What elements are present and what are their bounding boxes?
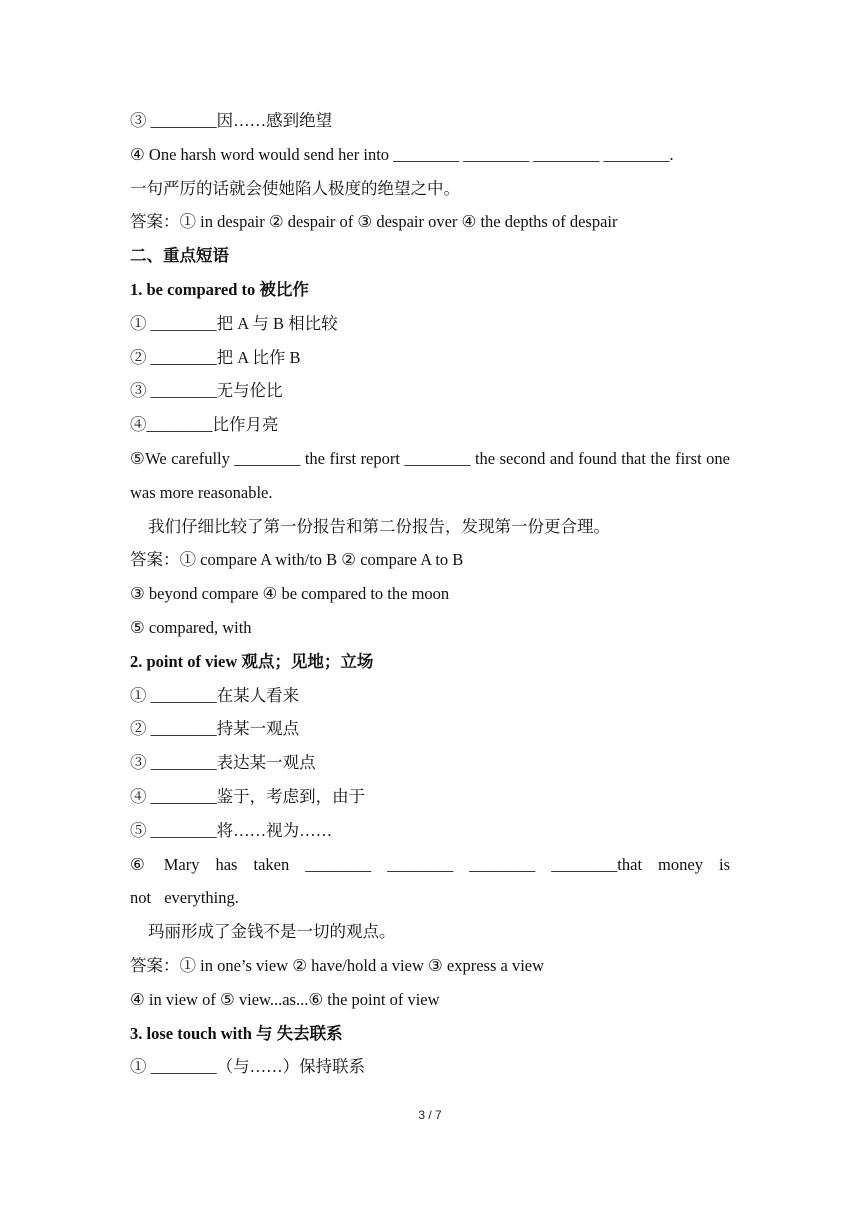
text-line: ② ________把 A 比作 B [130,347,301,367]
text-line: ⑤We carefully ________ the first report ________ the second and found that the first one was more reasonable. [130,448,730,502]
text-line: ① ________（与……）保持联系 [130,1057,366,1077]
text-line: 玛丽形成了金钱不是一切的观点。 [148,922,396,942]
text-line: 我们仔细比较了第一份报告和第二份报告，发现第一份更合理。 [148,516,610,536]
document-body [130,104,730,1084]
text-line: 答案：① compare A with/to B ② compare A to B [130,550,464,570]
text-line: ⑥ Mary has taken ________ ________ ________ ________that money is not everything. [130,854,730,908]
text-line: ③ ________因……感到绝望 [130,111,333,130]
text-line: ④ in view of ⑤ view...as...⑥ the point of view [130,989,440,1009]
text-line: ① ________在某人看来 [130,685,300,705]
text-line: ⑤ ________将……视为…… [130,820,333,840]
text-line: ④ One harsh word would send her into ________ ________ ________ ________. [130,144,674,164]
text-line: 答案：① in one’s view ② have/hold a view ③ express a view [130,955,545,975]
text-line: 一句严厉的话就会使她陷人极度的绝望之中。 [130,178,460,198]
text-line: ④________比作月亮 [130,415,279,435]
section-heading: 2. point of view 观点；见地；立场 [130,651,374,671]
text-line: ② ________持某一观点 [130,719,300,739]
text-line: ③ ________无与伦比 [130,381,283,401]
section-heading: 1. be compared to 被比作 [130,279,309,299]
section-heading: 二、重点短语 [130,246,229,266]
text-line: ⑤ compared, with [130,617,252,637]
text-line: 答案：① in despair ② despair of ③ despair over ④ the depths of despair [130,212,618,232]
section-heading: 3. lose touch with 与 失去联系 [130,1023,343,1043]
text-line: ④ ________鉴于，考虑到，由于 [130,786,366,806]
text-line: ③ beyond compare ④ be compared to the moon [130,584,450,604]
text-line: ① ________把 A 与 B 相比较 [130,313,338,333]
page-number: 3 / 7 [418,1108,442,1122]
text-line: ③ ________表达某一观点 [130,753,316,773]
